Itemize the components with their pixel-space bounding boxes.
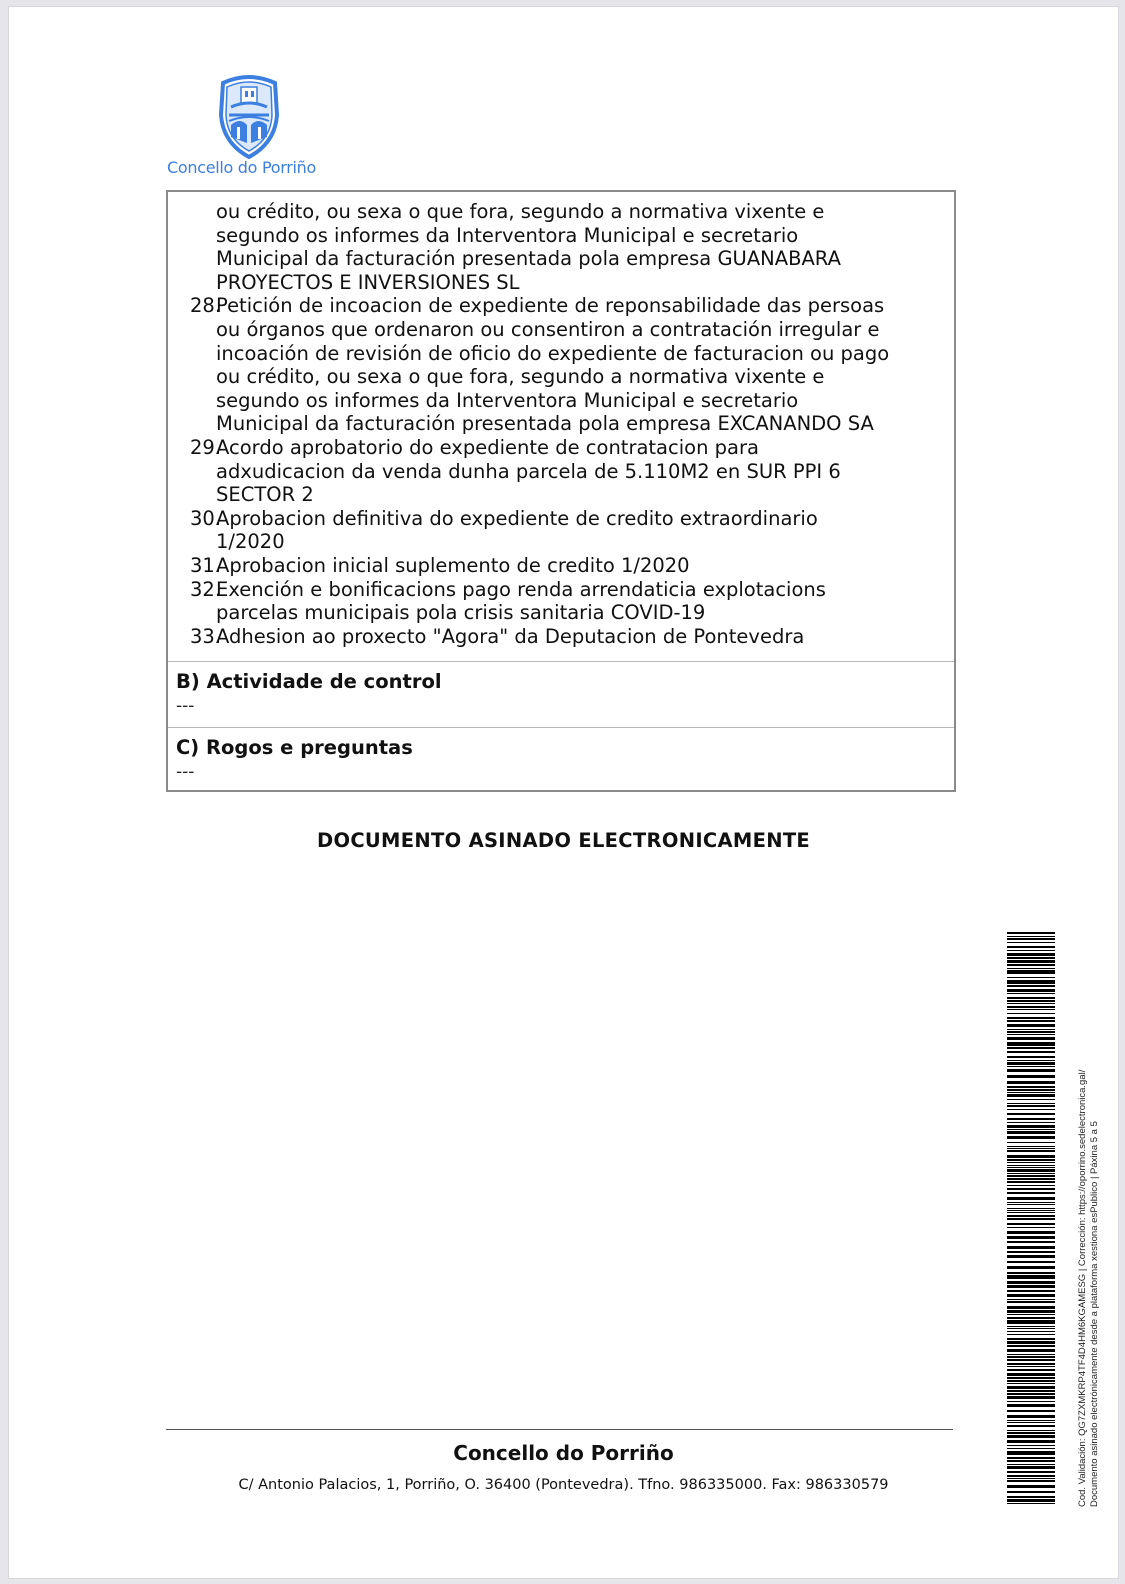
barcode-bar	[1007, 946, 1055, 948]
agenda-list	[190, 200, 890, 648]
agenda-list-section	[168, 192, 954, 662]
barcode-bar	[1007, 1208, 1055, 1209]
barcode-bar	[1007, 936, 1055, 937]
item-line: SECTOR 2	[216, 483, 314, 507]
barcode-bar	[1007, 1380, 1055, 1382]
signed-notice: DOCUMENTO ASINADO ELECTRONICAMENTE	[316, 829, 811, 852]
barcode-bar	[1007, 1051, 1055, 1053]
validation-line-2: Documento asinado electrónicamente desde a plataforma xestiona esPublico | Páxina 5 a 5	[1089, 1121, 1100, 1507]
barcode-bar	[1007, 1024, 1055, 1027]
barcode-bar	[1007, 1275, 1055, 1279]
barcode-bar	[1007, 953, 1055, 956]
barcode-bar	[1007, 950, 1055, 951]
barcode-bar	[1007, 1373, 1055, 1376]
agenda-box	[166, 190, 956, 792]
barcode-bar	[1007, 1223, 1055, 1225]
barcode-bar	[1007, 1290, 1055, 1292]
agenda-item-32	[190, 577, 889, 625]
barcode-bar	[1007, 1202, 1055, 1203]
barcode-bar	[1007, 989, 1055, 992]
barcode-bar	[1007, 1227, 1055, 1228]
barcode-bar	[1007, 1089, 1055, 1091]
barcode-bar	[1007, 1499, 1055, 1502]
barcode-bar	[1007, 1047, 1055, 1049]
barcode-bar	[1007, 985, 1055, 987]
barcode-bar	[1007, 1299, 1055, 1300]
barcode-bar	[1007, 1356, 1055, 1358]
barcode-bar	[1007, 1000, 1055, 1002]
validation-barcode	[1007, 932, 1055, 1504]
item-line: Petición de incoacion de expediente de reponsabilidade das persoas	[216, 294, 885, 318]
barcode-bar	[1007, 1118, 1055, 1120]
agenda-item-29	[190, 435, 889, 507]
item-line: Exención e bonificacions pago renda arrendaticia explotacions	[216, 577, 826, 601]
barcode-bar	[1007, 1148, 1055, 1149]
barcode-bar	[1007, 1420, 1055, 1421]
barcode-bar	[1007, 1377, 1055, 1379]
barcode-bar	[1007, 1272, 1055, 1274]
barcode-bar	[1007, 1294, 1055, 1297]
barcode-bar	[1007, 932, 1055, 934]
barcode-bar	[1007, 1246, 1055, 1249]
barcode-bar	[1007, 938, 1055, 940]
barcode-bar	[1007, 1017, 1055, 1019]
barcode-bar	[1007, 1331, 1055, 1332]
barcode-bar	[1007, 1081, 1055, 1084]
barcode-bar	[1007, 1178, 1055, 1180]
barcode-bar	[1007, 1218, 1055, 1220]
barcode-bar	[1007, 1369, 1055, 1371]
barcode-bar	[1007, 1122, 1055, 1123]
item-number: 33.	[190, 624, 222, 648]
barcode-bar	[1007, 1341, 1055, 1344]
section-control-activity	[168, 662, 954, 728]
agenda-item-30	[190, 506, 889, 554]
barcode-bar	[1007, 1354, 1055, 1355]
barcode-bar	[1007, 1338, 1055, 1340]
section-c-body: ---	[176, 762, 195, 782]
barcode-bar	[1007, 1020, 1055, 1022]
item-line: incoación de revisión de oficio do expediente de facturacion ou pago	[216, 341, 890, 365]
barcode-bar	[1007, 1425, 1055, 1427]
item-number: 32.	[190, 577, 222, 601]
barcode-bar	[1007, 1042, 1055, 1046]
barcode-bar	[1007, 1285, 1055, 1288]
barcode-bar	[1007, 1188, 1055, 1190]
document-page	[8, 6, 1119, 1579]
barcode-bar	[1007, 1175, 1055, 1177]
barcode-bar	[1007, 942, 1055, 943]
item-line: adxudicacion da venda dunha parcela de 5.110M2 en SUR PPI 6	[216, 459, 841, 483]
barcode-bar	[1007, 1162, 1055, 1163]
barcode-bar	[1007, 1383, 1055, 1384]
item-number: 30.	[190, 506, 222, 530]
barcode-bar	[1007, 1099, 1055, 1100]
barcode-bar	[1007, 1471, 1055, 1473]
barcode-bar	[1007, 1306, 1055, 1309]
barcode-bar	[1007, 1159, 1055, 1161]
barcode-bar	[1007, 1314, 1055, 1315]
barcode-bar	[1007, 1109, 1055, 1110]
barcode-bar	[1007, 1060, 1055, 1061]
barcode-bar	[1007, 1197, 1055, 1200]
item-line: Aprobacion definitiva do expediente de credito extraordinario	[216, 506, 818, 530]
barcode-bar	[1007, 1349, 1055, 1352]
barcode-bar	[1007, 1281, 1055, 1284]
barcode-bar	[1007, 1181, 1055, 1183]
continuation-line: ou crédito, ou sexa o que fora, segundo a normativa vixente e	[216, 200, 825, 223]
item-line: Municipal da facturación presentada pola empresa EXCANANDO SA	[216, 412, 874, 436]
logo-text: Concello do Porriño	[167, 158, 316, 177]
barcode-bar	[1007, 1503, 1055, 1504]
barcode-bar	[1007, 1415, 1055, 1418]
barcode-bar	[1007, 1009, 1055, 1010]
item-line: Aprobacion inicial suplemento de credito 1/2020	[216, 553, 690, 577]
footer-name: Concello do Porriño	[453, 1441, 674, 1465]
barcode-bar	[1007, 1432, 1055, 1434]
item-line: parcelas municipais pola crisis sanitaria COVID-19	[216, 601, 706, 625]
footer-address: C/ Antonio Palacios, 1, Porriño, O. 36400 (Pontevedra). Tfno. 986335000. Fax: 986330579	[238, 1477, 889, 1493]
barcode-bar	[1007, 1169, 1055, 1172]
barcode-bar	[1007, 1266, 1055, 1269]
barcode-bar	[1007, 1105, 1055, 1107]
item-line: 1/2020	[216, 530, 285, 554]
item-line: Acordo aprobatorio do expediente de contratacion para	[216, 435, 759, 459]
barcode-bar	[1007, 1334, 1055, 1335]
agenda-item-31	[190, 553, 889, 578]
barcode-bar	[1007, 1155, 1055, 1158]
barcode-bar	[1007, 1310, 1055, 1313]
barcode-bar	[1007, 1401, 1055, 1402]
barcode-bar	[1007, 1086, 1055, 1088]
agenda-item-33	[190, 624, 889, 649]
barcode-bar	[1007, 1173, 1055, 1174]
barcode-bar	[1007, 1185, 1055, 1186]
barcode-bar	[1007, 1231, 1055, 1234]
barcode-bar	[1007, 1092, 1055, 1093]
barcode-bar	[1007, 977, 1055, 978]
item-number: 31.	[190, 553, 222, 577]
continuation-line: Municipal da facturación presentada pola empresa GUANABARA	[216, 247, 841, 271]
coat-of-arms-logo	[209, 71, 289, 159]
barcode-bar	[1007, 1317, 1055, 1319]
barcode-bar	[1007, 1396, 1055, 1399]
item-line: Adhesion ao proxecto "Agora" da Deputacion de Pontevedra	[216, 624, 805, 648]
barcode-bar	[1007, 1056, 1055, 1058]
barcode-bar	[1007, 1386, 1055, 1389]
barcode-bar	[1007, 1204, 1055, 1205]
barcode-bar	[1007, 1435, 1055, 1438]
barcode-bar	[1007, 1410, 1055, 1412]
barcode-bar	[1007, 1326, 1055, 1327]
barcode-bar	[1007, 1404, 1055, 1407]
barcode-bar	[1007, 1094, 1055, 1097]
barcode-bar	[1007, 1165, 1055, 1166]
barcode-bar	[1007, 1192, 1055, 1194]
barcode-bar	[1007, 997, 1055, 999]
barcode-bar	[1007, 1496, 1055, 1498]
barcode-bar	[1007, 1430, 1055, 1431]
barcode-bar	[1007, 1069, 1055, 1072]
barcode-bar	[1007, 968, 1055, 969]
barcode-bar	[1007, 1034, 1055, 1035]
footer-divider	[166, 1429, 953, 1430]
barcode-bar	[1007, 1075, 1055, 1078]
barcode-bar	[1007, 1103, 1055, 1104]
continuation-line: PROYECTOS E INVERSIONES SL	[216, 270, 520, 294]
barcode-bar	[1007, 1366, 1055, 1367]
item-number: 29.	[190, 435, 222, 459]
barcode-bar	[1007, 1125, 1055, 1128]
barcode-bar	[1007, 1236, 1055, 1239]
item-number: 28.	[190, 294, 222, 318]
barcode-bar	[1007, 980, 1055, 984]
barcode-bar	[1007, 1167, 1055, 1168]
barcode-bar	[1007, 1037, 1055, 1040]
barcode-bar	[1007, 1113, 1055, 1115]
barcode-bar	[1007, 970, 1055, 974]
barcode-bar	[1007, 1062, 1055, 1065]
agenda-item-28	[190, 294, 890, 436]
barcode-bar	[1007, 1150, 1055, 1152]
barcode-bar	[1007, 1210, 1055, 1211]
barcode-bar	[1007, 993, 1055, 994]
barcode-bar	[1007, 1131, 1055, 1134]
barcode-bar	[1007, 1212, 1055, 1213]
item-line: ou crédito, ou sexa o que fora, segundo a normativa vixente e	[216, 365, 825, 389]
barcode-bar	[1007, 1261, 1055, 1263]
barcode-bar	[1007, 1422, 1055, 1423]
barcode-bar	[1007, 1013, 1055, 1014]
section-b-body: ---	[176, 696, 195, 716]
section-requests-questions	[168, 728, 954, 792]
barcode-bar	[1007, 1006, 1055, 1008]
barcode-bar	[1007, 1255, 1055, 1258]
barcode-bar	[1007, 1301, 1055, 1303]
barcode-bar	[1007, 1359, 1055, 1361]
item-line: ou órganos que ordenaron ou consentiron a contratación irregular e	[216, 317, 880, 341]
section-c-title: C) Rogos e preguntas	[176, 736, 413, 759]
barcode-bar	[1007, 1003, 1055, 1004]
barcode-bar	[1007, 960, 1055, 963]
item-line: segundo os informes da Interventora Municipal e secretario	[216, 388, 799, 412]
section-b-title: B) Actividade de control	[176, 670, 442, 693]
barcode-bar	[1007, 1390, 1055, 1392]
barcode-bar	[1007, 1363, 1055, 1365]
barcode-bar	[1007, 1215, 1055, 1217]
validation-line-1: Cod. Validación: QG7ZXMKRP4TF4D4HM6KGAMESG | Corrección: https://oporrino.sedelectronica.gal/	[1077, 1069, 1088, 1507]
barcode-bar	[1007, 1241, 1055, 1243]
barcode-bar	[1007, 1142, 1055, 1143]
barcode-bar	[1007, 1320, 1055, 1324]
continuation-line: segundo os informes da Interventora Municipal e secretario	[216, 223, 799, 247]
barcode-bar	[1007, 1066, 1055, 1067]
barcode-bar	[1007, 1136, 1055, 1139]
barcode-bar	[1007, 1466, 1055, 1469]
barcode-bar	[1007, 964, 1055, 966]
barcode-bar	[1007, 1129, 1055, 1130]
barcode-bar	[1007, 1146, 1055, 1147]
barcode-bar	[1007, 1345, 1055, 1347]
barcode-bar	[1007, 1393, 1055, 1395]
barcode-bar	[1007, 1031, 1055, 1033]
barcode-bar	[1007, 1251, 1055, 1253]
barcode-bar	[1007, 1029, 1055, 1030]
barcode-bar	[1007, 957, 1055, 959]
barcode-bar	[1007, 1328, 1055, 1329]
